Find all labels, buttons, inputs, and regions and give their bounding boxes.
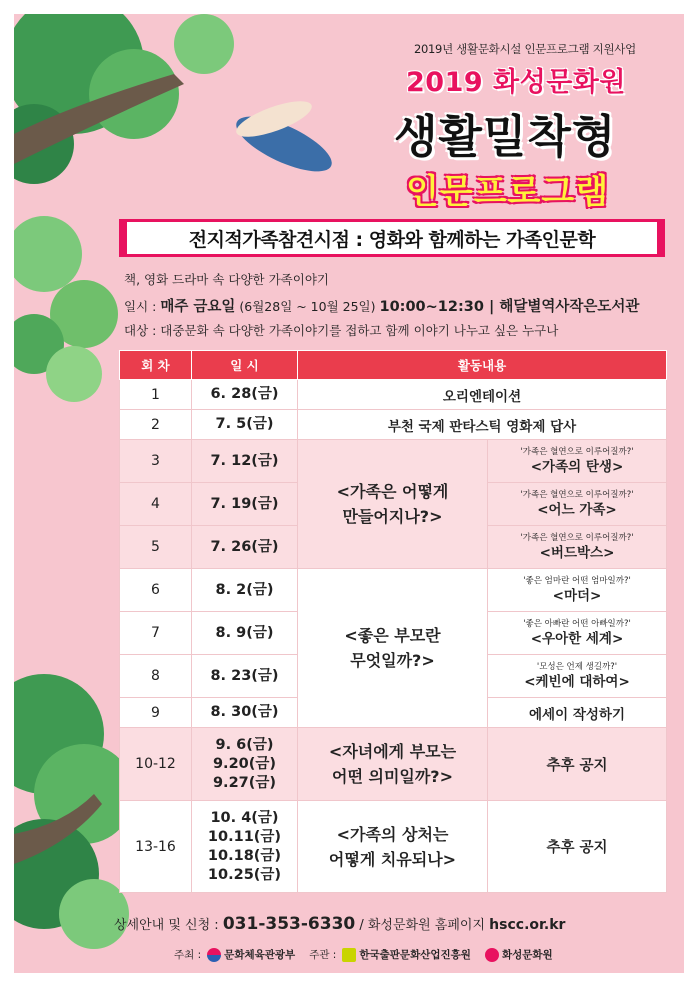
table-row: 9 8. 30(금) 에세이 작성하기 [120, 698, 667, 728]
theme-cell: <가족의 상처는 어떻게 치유되나> [298, 801, 488, 893]
table-row: 1 6. 28(금) 오리엔테이션 [120, 380, 667, 410]
kpipa-logo-icon [342, 948, 356, 962]
phone-number[interactable]: 031-353-6330 [222, 914, 356, 934]
header-activity: 활동내용 [298, 351, 667, 380]
organizer-org2: 화성문화원 [485, 947, 553, 962]
table-row: 5 7. 26(금) '가족은 혈연으로 이루어질까?' <버드박스> [120, 526, 667, 569]
table-row: 7 8. 9(금) '좋은 아빠란 어떤 아빠일까?' <우아한 세계> [120, 612, 667, 655]
header-session: 회 차 [120, 351, 192, 380]
taegeuk-icon [207, 948, 221, 962]
schedule-day: 매주 금요일 [160, 299, 236, 315]
program-subtitle: 2019년 생활문화시설 인문프로그램 지원사업 [414, 42, 636, 56]
table-row: 4 7. 19(금) '가족은 혈연으로 이루어질까?' <어느 가족> [120, 483, 667, 526]
theme-cell: <좋은 부모란 무엇일까?> [298, 569, 488, 728]
header-date: 일 시 [192, 351, 298, 380]
table-row: 3 7. 12(금) <가족은 어떻게 만들어지나?> '가족은 혈연으로 이루어질까?' <가족의 탄생> [120, 440, 667, 483]
info-target: 대상 : 대중문화 속 다양한 가족이야기를 접하고 함께 이야기 나누고 싶은 누구나 [124, 323, 559, 338]
organizer-org1: 한국출판문화산업진흥원 [342, 947, 471, 962]
table-row: 6 8. 2(금) <좋은 부모란 무엇일까?> '좋은 엄마란 어떤 엄마일까?' <마더> [120, 569, 667, 612]
banner-text: 전지적가족참견시점 : 영화와 함께하는 가족인문학 [127, 222, 657, 254]
schedule-table [119, 350, 667, 893]
title-main: 생활밀착형 [394, 110, 617, 163]
table-row: 2 7. 5(금) 부천 국제 판타스틱 영화제 답사 [120, 410, 667, 440]
homepage-link[interactable]: hscc.or.kr [489, 917, 566, 933]
organizers: 주최 : 문화체육관광부 주관 : 한국출판문화산업진흥원 화성문화원 [174, 949, 553, 961]
table-row: 10-12 9. 6(금) 9.20(금) 9.27(금) <자녀에게 부모는 어떤 의미일까?> 추후 공지 [120, 728, 667, 801]
tree-foliage [14, 216, 82, 292]
info-schedule: 일시 : 매주 금요일 (6월28일 ~ 10월 25일) 10:00~12:30 | 해달별역사작은도서관 [124, 299, 640, 315]
tree-foliage [174, 14, 234, 74]
table-row: 8 8. 23(금) '모성은 언제 생길까?' <케빈에 대하여> [120, 655, 667, 698]
hscc-logo-icon [485, 948, 499, 962]
program-banner [119, 219, 665, 257]
table-row: 13-16 10. 4(금) 10.11(금) 10.18(금) 10.25(금) <가족의 상처는 어떻게 치유되나> 추후 공지 [120, 801, 667, 893]
title-year: 2019 화성문화원 [406, 67, 626, 98]
info-intro: 책, 영화 드라마 속 다양한 가족이야기 [124, 272, 329, 287]
poster [14, 14, 684, 973]
tree-foliage [46, 346, 102, 402]
host-org: 문화체육관광부 [207, 947, 295, 962]
contact-info: 상세안내 및 신청 : 031-353-6330 / 화성문화원 홈페이지 hscc.or.kr [114, 914, 566, 934]
schedule-time-place: 10:00~12:30 | 해달별역사작은도서관 [379, 299, 640, 315]
title-program: 인문프로그램 [406, 172, 610, 212]
theme-cell: <가족은 어떻게 만들어지나?> [298, 440, 488, 569]
theme-cell: <자녀에게 부모는 어떤 의미일까?> [298, 728, 488, 801]
